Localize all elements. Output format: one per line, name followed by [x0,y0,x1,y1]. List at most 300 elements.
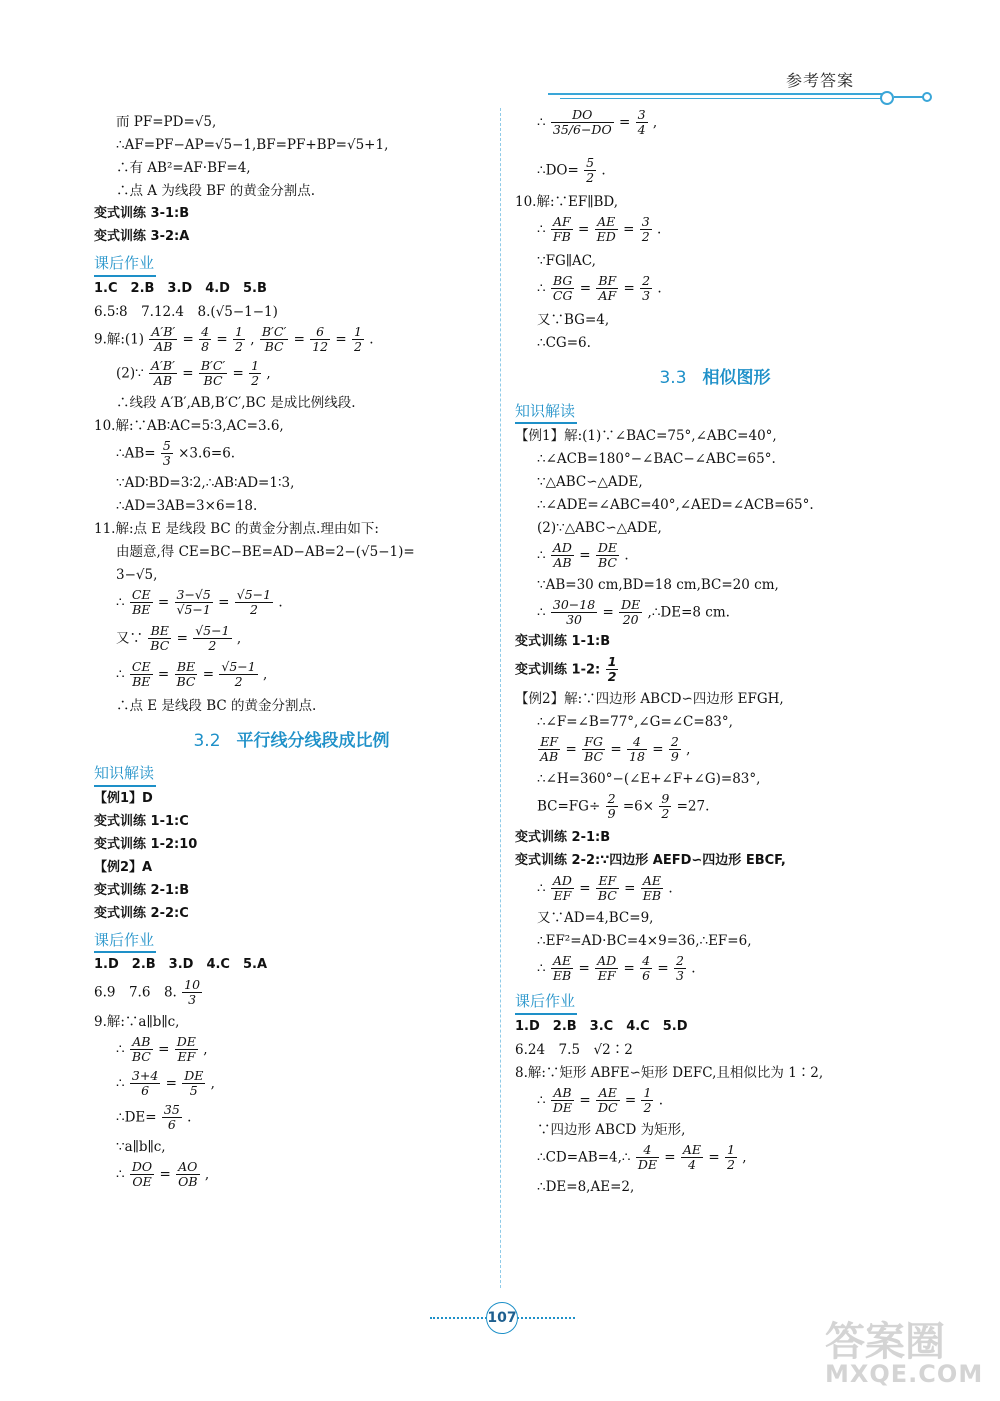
text: , [652,114,658,131]
numerator: 3+4 [131,1068,159,1083]
text-line: 【例1】解:(1)∵∠BAC=75°,∠ABC=40°, [515,428,777,444]
numerator: DE [184,1068,204,1083]
text-line: 3−√5, [116,566,158,583]
denominator: BE [132,673,151,689]
text: = [619,114,631,131]
text: 9.解:(1) [94,330,145,347]
numerator: 2 [607,791,616,806]
answer-line: 变式训练 2-2:∵四边形 AEFD∽四边形 EBCF, [515,853,786,868]
denominator: 6 [167,1117,176,1133]
math-line [94,624,489,660]
numerator: B′C′ [261,323,287,339]
math-line [515,541,915,575]
text: = [610,741,622,758]
denominator: BC [584,749,604,765]
fraction [595,954,618,984]
answer-line: 变式训练 1-2:10 [94,836,198,852]
text: = [202,665,215,682]
fraction [619,598,642,628]
text: . [187,1109,192,1126]
text: = [579,547,591,564]
numerator: BE [175,660,198,675]
numerator: 3 [641,214,650,229]
text-line: ∴EF²=AD·BC=4×9=36,∴EF=6, [537,933,752,949]
text: ∴AB= [116,444,156,461]
text: . [369,330,374,347]
numerator: 1 [235,323,243,339]
numerator: DE [176,1034,196,1049]
fraction [551,274,575,304]
text: ∴ [116,1041,125,1058]
fraction [219,660,257,690]
math-line [94,978,489,1012]
text: = [708,1148,720,1165]
header-label: 参考答案 [786,71,855,90]
math-line [515,1086,915,1120]
denominator: √5−1 [176,601,211,617]
denominator: 2 [354,338,362,354]
denominator: 2 [208,637,217,653]
fraction [606,792,618,822]
numerator: 3−√5 [176,586,211,602]
denominator: BC [597,888,617,904]
text: = [579,1091,591,1108]
text: = [157,593,170,610]
text: . [668,880,673,897]
denominator: 35/6−DO [552,122,612,138]
page-number: 107 [486,1302,518,1334]
header-rule [548,93,888,95]
section-tag-homework: 课后作业 [94,252,156,277]
text-line: ∴∠ADE=∠ABC=40°,∠AED=∠ACB=65°. [537,497,814,513]
numerator: AD [597,953,617,968]
answer-line: 变式训练 2-1:B [515,830,611,845]
text: ∴ [116,1166,125,1183]
numerator: 4 [201,323,210,339]
section-title-3-3 [515,366,915,392]
fraction [175,660,198,690]
text-line: ∴∠H=360°−(∠E+∠F+∠G)=83°, [537,771,761,787]
fraction [641,1086,653,1116]
text-line: 又∵BG=4, [537,312,610,328]
text: ∴ [537,114,546,131]
fraction [130,660,153,690]
denominator: BC [176,673,196,689]
text-line: ∴AD=3AB=3×6=18. [116,497,258,514]
header-ornament-small-circle [922,92,932,102]
denominator: DE [552,1099,573,1115]
watermark-url: MXQE.COM [825,1360,984,1388]
fraction [161,439,173,469]
text: = [623,960,635,977]
text: ∴ [537,1091,546,1108]
fraction [641,874,663,904]
section-heading: 相似图形 [702,368,771,388]
denominator: 5 [189,1083,198,1099]
numerator: DE [621,597,641,612]
numerator: AE [682,1141,702,1157]
denominator: 9 [607,806,616,822]
denominator: ED [596,229,616,245]
text-line: ∵FG∥AC, [537,253,596,269]
denominator: 2 [607,669,617,685]
numerator: 4 [642,953,651,968]
numerator: BG [551,274,575,289]
fraction [193,624,231,654]
text-line: 由题意,得 CE=BC−BE=AD−AB=2−(√5−1)= [116,543,415,560]
denominator: 6 [642,968,651,984]
denominator: BE [132,601,151,617]
text-line: ∴DE=8,AE=2, [537,1178,635,1195]
numerator: 10 [184,977,201,992]
math-line [515,792,915,828]
fraction [260,325,288,355]
text: , [236,629,242,646]
text: ∴ [537,604,546,621]
numerator: AD [552,873,572,888]
text-line: ∴∠ACB=180°−∠BAC−∠ABC=65°. [537,451,776,467]
fraction [130,1069,160,1099]
math-line [94,1160,489,1194]
numerator: √5−1 [236,586,272,602]
numerator: CE [131,586,151,602]
denominator: 2 [661,806,670,822]
fraction [175,588,213,618]
numerator: B′C′ [200,357,226,373]
fraction [640,215,652,245]
answer-line: 6.5∶8 7.12.4 8.(√5−1−1) [94,303,278,320]
text: , [210,1075,215,1092]
numerator: BF [598,273,617,288]
answer-line: 变式训练 2-1:B [94,882,190,898]
section-title-3-2 [94,729,489,755]
text: = [657,960,669,977]
numerator: AE [596,1086,620,1101]
numerator: 2 [675,953,684,968]
text: ∴ [116,593,125,610]
denominator: 4 [637,122,646,138]
math-line [515,598,915,632]
denominator: 20 [622,612,639,628]
text: ,∴DE=8 cm. [647,604,730,621]
text: ∴DO= [537,162,579,179]
numerator: 4 [636,1143,659,1158]
numerator: CE [131,658,151,674]
math-line [94,1035,489,1069]
text: ∴ [537,960,546,977]
answer-line: 变式训练 1-1:B [515,634,611,649]
section-heading: 平行线分线段成比例 [236,730,390,751]
text: ∴ [537,880,546,897]
text: = [182,330,194,347]
numerator: AE [641,874,663,889]
denominator: 2 [249,601,258,617]
numerator: 2 [642,273,651,288]
numerator: AB [551,1086,574,1101]
text: = [623,280,635,297]
text: = [165,1075,177,1092]
numerator: EF [538,735,560,750]
numerator: DO [551,108,614,123]
math-line [94,1069,489,1103]
text-line: ∵AB=30 cm,BD=18 cm,BC=20 cm, [537,577,779,593]
fraction [636,108,648,138]
text: ∴ [116,1075,125,1092]
text: = [293,330,305,347]
section-tag-knowledge: 知识解读 [515,400,577,425]
section-number: 3.2 [193,730,221,751]
text: = [578,960,590,977]
text-line: 10.解:∵AB∶AC=5∶3,AC=3.6, [94,417,284,434]
fraction [199,359,227,389]
denominator: OB [178,1174,198,1190]
denominator: EF [177,1049,196,1065]
fraction [551,1086,574,1116]
text-line: 10.解:∵EF∥BD, [515,194,619,210]
numerator: 3 [637,107,646,122]
fraction [669,735,681,765]
watermark-logo: 答案圈 [825,1319,945,1365]
text: = [623,221,635,238]
fraction [596,541,619,571]
fraction [674,954,686,984]
text: ∴ [537,221,546,238]
text: ×3.6=6. [178,444,236,461]
math-line [94,439,489,473]
denominator: BC [264,338,284,354]
text-line: 11.解:点 E 是线段 BC 的黄金分割点.理由如下: [94,520,379,537]
denominator: 3 [162,452,171,468]
math-line [515,655,915,689]
numerator: 2 [670,734,679,749]
denominator: AB [540,749,559,765]
fraction [538,735,560,765]
denominator: EB [642,888,662,904]
fraction [551,108,614,138]
text-line: 【例2】解:∵四边形 ABCD∽四边形 EFGH, [515,691,784,707]
text: . [624,547,629,564]
text-line: ∵四边形 ABCD 为矩形, [537,1121,686,1138]
text: . [658,1091,663,1108]
text: = [182,364,194,381]
denominator: 2 [641,229,650,245]
numerator: A′B′ [151,323,176,339]
fraction [175,1035,198,1065]
text: , [203,1041,208,1058]
fraction [636,1143,659,1173]
fraction [606,655,619,685]
fraction [233,325,245,355]
fraction [551,215,573,245]
fraction [596,1086,620,1116]
numerator: 1 [251,357,260,373]
text-line: ∴线段 A′B′,AB,B′C′,BC 是成比例线段. [116,394,356,411]
numerator: AO [176,1160,199,1175]
fraction [595,215,618,245]
text-line: ∴点 A 为线段 BF 的黄金分割点. [116,183,315,199]
text: 变式训练 1-2: [515,662,601,678]
text: , [266,364,271,381]
text: . [691,960,696,977]
text: = [578,221,590,238]
text-line: 8.解:∵矩形 ABFE∽矩形 DEFC,且相似比为 1∶2, [515,1064,824,1081]
math-line [94,660,489,696]
denominator: 2 [643,1099,652,1115]
fraction [640,954,652,984]
fraction [584,156,596,186]
fraction [148,624,171,654]
answer-line: 1.D 2.B 3.C 4.C 5.D [515,1018,688,1034]
denominator: 2 [586,170,595,186]
denominator: 2 [235,338,243,354]
text: = [158,1041,170,1058]
denominator: FB [552,229,571,245]
fraction [596,274,618,304]
numerator: √5−1 [221,658,256,674]
numerator: EF [596,874,619,889]
column-divider [500,108,501,1288]
answer-line: 变式训练 2-2:C [94,905,189,921]
fraction [182,1069,205,1099]
answer-line: 变式训练 1-1:C [94,813,189,829]
denominator: EF [553,888,572,904]
text-line: ∴CG=6. [537,335,591,351]
denominator: 12 [312,338,329,354]
math-line [515,735,915,769]
math-line [515,215,915,251]
denominator: DC [597,1099,618,1115]
text: 又∵ [116,629,143,646]
header-ornament-circle [880,91,894,105]
numerator: AE [595,215,618,230]
answer-line: 1.D 2.B 3.D 4.C 5.A [94,957,268,972]
text-line: ∴有 AB²=AF·BF=4, [116,160,251,176]
text: , [263,665,268,682]
numerator: BE [148,624,171,639]
fraction [130,588,153,618]
numerator: 5 [162,437,171,453]
text: . [657,280,662,297]
answer-line: 6.24 7.5 √2∶2 [515,1041,633,1058]
text: = [335,330,347,347]
math-line [94,359,489,393]
denominator: 2 [234,673,243,689]
numerator: 6 [310,325,330,340]
fraction [130,1035,153,1065]
fraction [681,1143,703,1173]
denominator: 3 [188,992,197,1008]
text-line: (2)∵△ABC∽△ADE, [537,520,662,536]
text: . [601,162,606,179]
answer-line: 变式训练 3-2:A [94,229,190,244]
fraction [640,274,652,304]
numerator: AB [130,1035,153,1050]
denominator: EF [597,968,616,984]
text: , [204,1166,210,1183]
numerator: 1 [643,1084,652,1100]
denominator: 9 [670,749,679,765]
math-line [515,954,915,988]
text: . [278,593,283,610]
math-line [515,156,915,192]
text: ∴CD=AB=4,∴ [537,1148,631,1165]
answer-line: 1.C 2.B 3.D 4.D 5.B [94,280,267,296]
text: = [218,593,230,610]
text: = [624,1091,637,1108]
text-line: ∵△ABC∽△ADE, [537,474,643,490]
text: = [624,880,636,897]
denominator: 18 [629,749,645,765]
section-tag-homework: 课后作业 [94,929,156,954]
text: = [602,604,614,621]
fraction [149,359,177,389]
denominator: 30 [566,612,582,628]
numerator: 1 [726,1141,735,1157]
text-line: ∴AF=PF−AP=√5−1,BF=PF+BP=√5+1, [116,137,389,153]
fraction [352,325,364,355]
fraction [659,792,671,822]
math-line [94,588,489,624]
math-line [94,1103,489,1137]
denominator: BC [597,555,617,571]
text: = [652,741,664,758]
denominator: EB [552,968,572,984]
text: = [176,629,188,646]
numerator: AF [551,215,573,230]
fraction [551,598,597,628]
left-column [94,112,489,1194]
fraction [235,588,273,618]
text: ∴ [537,280,546,297]
text: = [216,330,228,347]
text-line: 9.解:∵a∥b∥c, [94,1014,180,1030]
text-line: ∵AD∶BD=3∶2,∴AB∶AD=1∶3, [116,474,295,491]
fraction [130,1160,154,1190]
denominator: CG [552,288,573,304]
fraction [310,325,330,355]
text: = [579,280,592,297]
text: = [579,880,591,897]
text: = [157,665,170,682]
fraction [249,359,261,389]
text-line: ∴∠F=∠B=77°,∠G=∠C=83°, [537,714,733,730]
text: ∴ [537,547,546,564]
text: 6.9 7.6 8. [94,984,177,1001]
numerator: 1 [607,654,617,669]
denominator: 3 [675,968,684,984]
answer-line: 【例2】A [94,859,153,875]
math-line [515,108,915,156]
denominator: 3 [642,288,651,304]
numerator: AD [552,540,572,555]
text-line: 而 PF=PD=√5, [116,114,217,130]
text-line: 又∵AD=4,BC=9, [537,910,654,926]
text: = [565,741,577,758]
text: ∴ [116,665,125,682]
text: (2)∵ [116,364,144,381]
denominator: BC [203,372,223,388]
header-ornament-line [894,96,924,98]
text: =6× [622,798,655,815]
answer-line: 变式训练 3-1:B [94,206,190,221]
denominator: BC [131,1049,151,1065]
fraction [596,874,619,904]
denominator: OE [132,1174,152,1190]
numerator: 5 [586,155,595,170]
fraction [149,325,177,355]
fraction [582,735,605,765]
math-line [515,1143,915,1177]
